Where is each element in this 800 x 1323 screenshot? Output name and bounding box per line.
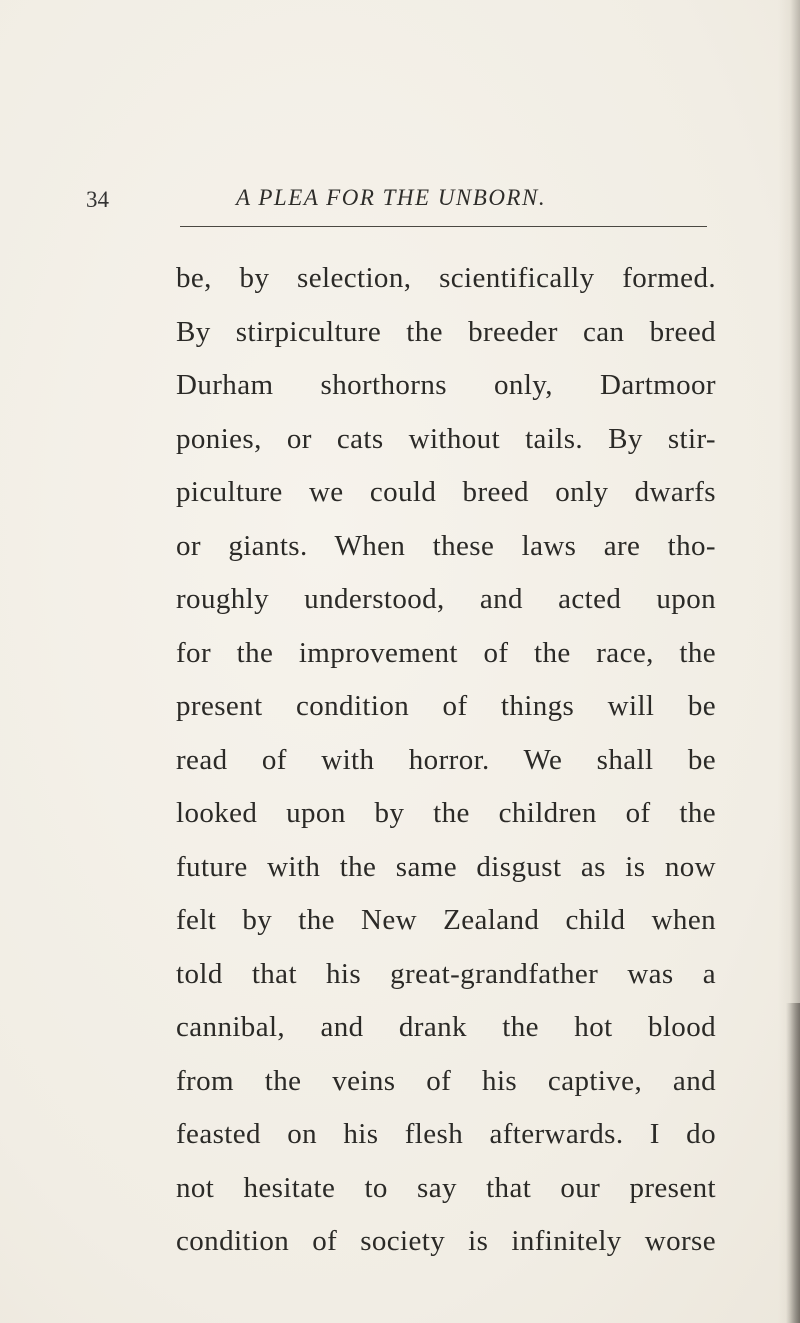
text-line: feasted on his flesh afterwards. I do bbox=[176, 1118, 716, 1150]
text-line: told that his great-grandfather was a bbox=[176, 957, 716, 990]
text-line: not hesitate to say that our present bbox=[176, 1171, 716, 1204]
text-line: or giants. When these laws are tho- bbox=[176, 529, 716, 562]
page-number: 34 bbox=[86, 187, 109, 212]
text-line: ponies, or cats without tails. By stir- bbox=[176, 422, 716, 455]
text-line: from the veins of his captive, and bbox=[176, 1064, 716, 1097]
header-rule bbox=[180, 226, 707, 227]
text-line: piculture we could breed only dwarfs bbox=[176, 476, 716, 508]
running-title: A PLEA FOR THE UNBORN. bbox=[236, 185, 547, 210]
body-text bbox=[176, 252, 716, 1269]
text-line: be, by selection, scientifically formed. bbox=[176, 262, 716, 294]
text-line: cannibal, and drank the hot blood bbox=[176, 1011, 716, 1043]
page-edge-shadow-bottom bbox=[786, 1003, 800, 1323]
text-line: condition of society is infinitely worse bbox=[176, 1225, 716, 1257]
text-line: looked upon by the children of the bbox=[176, 797, 716, 829]
text-line: future with the same disgust as is now bbox=[176, 850, 716, 883]
running-header bbox=[86, 185, 706, 219]
text-line: roughly understood, and acted upon bbox=[176, 583, 716, 615]
text-line: present condition of things will be bbox=[176, 690, 716, 722]
text-line: By stirpiculture the breeder can breed bbox=[176, 315, 716, 348]
text-line: felt by the New Zealand child when bbox=[176, 904, 716, 936]
text-line: for the improvement of the race, the bbox=[176, 636, 716, 669]
text-line: read of with horror. We shall be bbox=[176, 743, 716, 776]
text-line: Durham shorthorns only, Dartmoor bbox=[176, 369, 716, 401]
